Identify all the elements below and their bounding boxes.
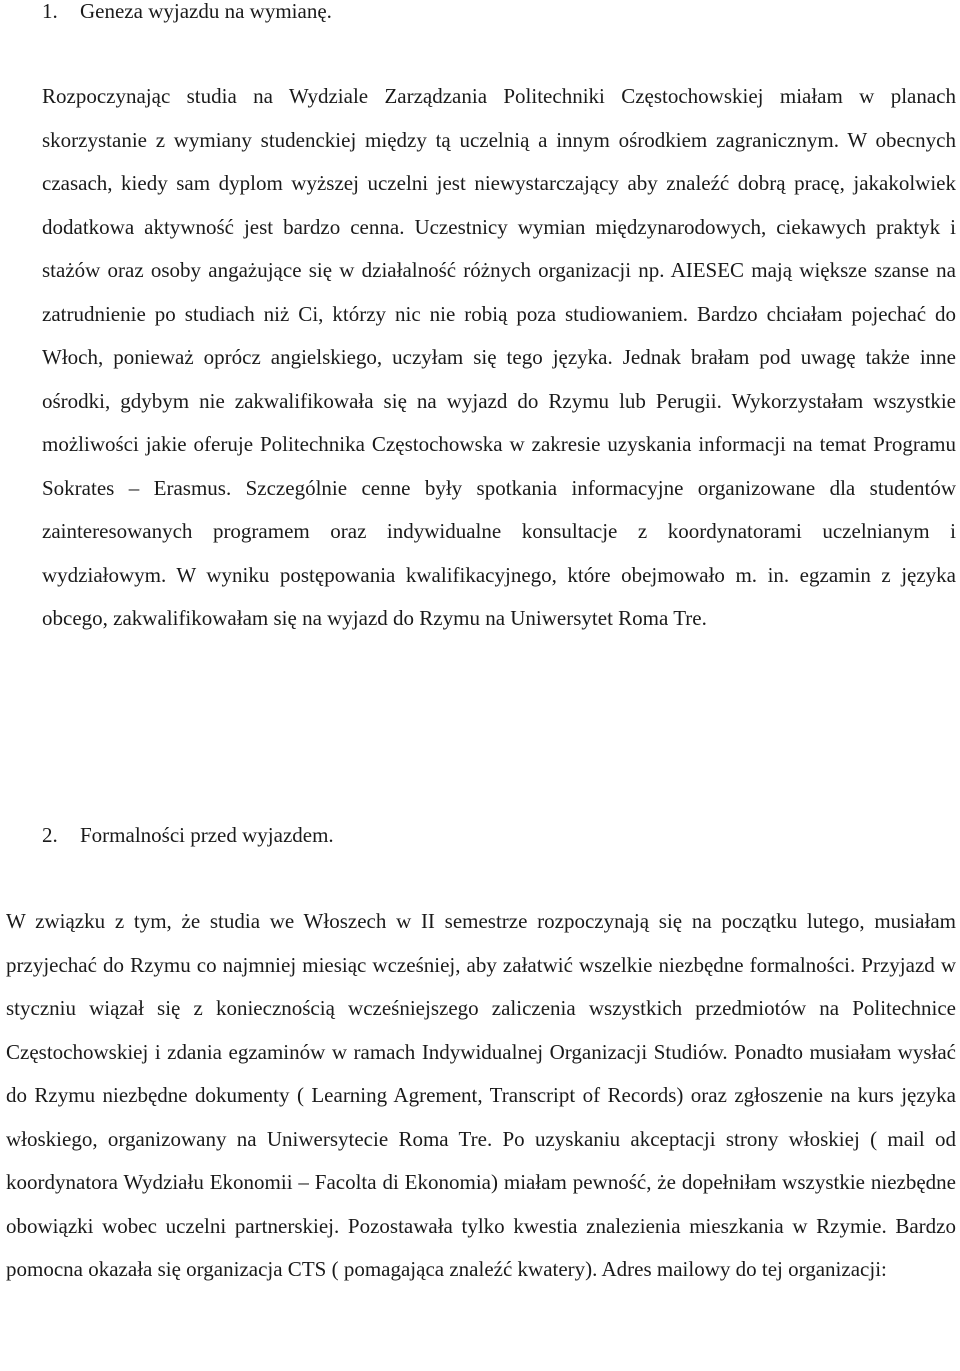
section-2-title: Formalności przed wyjazdem. [80, 823, 334, 847]
section-2-paragraph: W związku z tym, że studia we Włoszech w II semestrze rozpoczynają się na początku lutego, musiałam przyjechać do Rzymu co najmniej miesiąc wcześniej, aby załatwić wszelkie niezbędne formalności. Przyjazd w styczniu wiązał się z koniecznością wcześniejszego zaliczenia wszystkich przedmiotów na Politechnice Częstochowskiej i zdania egzaminów w ramach Indywidualnej Organizacji Studiów. Ponadto musiałam wysłać do Rzymu niezbędne dokumenty ( Learning Agrement, Transcript of Records) oraz zgłoszenie na kurs języka włoskiego, organizowany na Uniwersytecie Roma Tre. Po uzyskaniu akceptacji strony włoskiej ( mail od koordynatora Wydziału Ekonomii – Facolta di Ekonomia) miałam pewność, że dopełniłam wszystkie niezbędne obowiązki wobec uczelni partnerskiej. Pozostawała tylko kwestia znalezienia mieszkania w Rzymie. Bardzo pomocna okazała się organizacja CTS ( pomagająca znaleźć kwatery). Adres mailowy do tej organizacji: [6, 909, 956, 1281]
section-2-number: 2. [42, 823, 58, 847]
section-2-heading [42, 822, 334, 848]
section-1-heading [42, 0, 332, 24]
section-1-paragraph: Rozpoczynając studia na Wydziale Zarządzania Politechniki Częstochowskiej miałam w planach skorzystanie z wymiany studenckiej między tą uczelnią a innym ośrodkiem zagranicznym. W obecnych czasach, kiedy sam dyplom wyższej uczelni jest niewystarczający aby znaleźć dobrą pracę, jakakolwiek dodatkowa aktywność jest bardzo cenna. Uczestnicy wymian międzynarodowych, ciekawych praktyk i stażów oraz osoby angażujące się w działalność różnych organizacji np. AIESEC mają większe szanse na zatrudnienie po studiach niż Ci, którzy nic nie robią poza studiowaniem. Bardzo chciałam pojechać do Włoch, ponieważ oprócz angielskiego, uczyłam się tego języka. Jednak brałam pod uwagę także inne ośrodki, gdybym nie zakwalifikowała się na wyjazd do Rzymu lub Perugii. Wykorzystałam wszystkie możliwości jakie oferuje Politechnika Częstochowska w zakresie uzyskania informacji na temat Programu Sokrates – Erasmus. Szczególnie cenne były spotkania informacyjne organizowane dla studentów zainteresowanych programem oraz indywidualne konsultacje z koordynatorami uczelnianym i wydziałowym. W wyniku postępowania kwalifikacyjnego, które obejmowało m. in. egzamin z języka obcego, zakwalifikowałam się na wyjazd do Rzymu na Uniwersytet Roma Tre. [42, 84, 956, 630]
section-1-title: Geneza wyjazdu na wymianę. [80, 0, 332, 23]
section-1-number: 1. [42, 0, 58, 23]
